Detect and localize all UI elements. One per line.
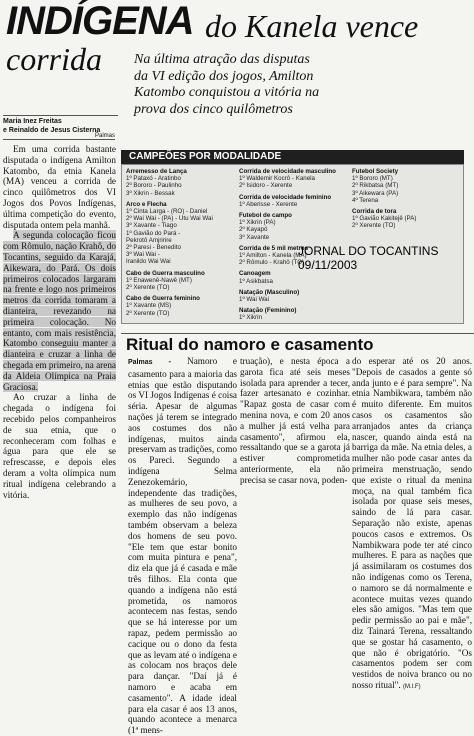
result-entry: 3º Wai Wai -: [126, 251, 160, 259]
result-entry: 1º Aberisse - Xerente: [239, 200, 298, 208]
result-entry: 1º Xikrin (PA): [239, 219, 276, 227]
stamp-date: 09/11/2003: [298, 258, 358, 272]
highlighted-text: A segunda colocação ficou com Rômulo, nação Krahô, do Tocantins, seguido da Karajá, Aikewara, do Pará. Os dois primeiros colocados largaram na frente e logo nos primeiros metros da corrida tomaram a dianteira, revezando na primeira colocação. No entanto, com mais resistência, Katombo conseguiu manter a dianteira e cruzar a linha de chegada em primeiro, na arena da Aldeia Olímpica na Praia Graciosa.: [3, 230, 116, 392]
result-entry: 2º Rikbatsa (MT): [352, 182, 399, 190]
result-entry: Iranildo Wai Wai: [126, 258, 171, 266]
result-category: Futebol Society: [352, 168, 399, 175]
result-entry: 3º Xavante - Tiago: [126, 222, 177, 230]
result-entry: 2º Paresi - Benedito: [126, 244, 181, 252]
deck-line: da VI edição dos jogos, Amilton: [134, 68, 314, 84]
result-category: Arremesso de Lança: [126, 168, 187, 175]
result-entry: 1º Amilton - Kanela (MA): [239, 252, 307, 260]
result-entry: 2º Xerente (TO): [126, 284, 170, 292]
article2-text: - Namoro e casamento para a maioria das etnias que estão disputando os VI Jogos Indígenas é coisa séria. Apesar de algumas nações já terem se integrado aos costumes dos não indígenas, muitos ainda preservam as tradições, como os Pareci. Segundo a indígena Selma Zenezokemário, independente das tradições, as mulheres de seu povo, a exemplo das não indígenas também observam a beleza dos homens de seu povo. "Ele tem que estar bonito com muita pintura e pena", diz ela que já é casada e mãe três filhos. Ela conta que quando a indígena não está prometida, os namoros acontecem nas festas, sendo que se há interesse por um rapaz, pedem permissão ao cacique ou o dono da festa que as levam até o indígena e as colocam nos braços dele para dançar. "Daí já é namoro e acaba em casamento". A idade ideal para ela casar é aos 13 anos, quando acontece a menarca (1ª mens-: [128, 356, 238, 736]
byline: [3, 115, 118, 135]
result-entry: Pekrotô Amjririre: [126, 236, 172, 244]
byline-author-2: e Reinaldo de Jesus Cisterna: [3, 127, 101, 134]
result-entry: 2º Rômulo - Krahô (TO): [239, 259, 305, 267]
result-entry: 1º Xikrin: [239, 314, 262, 322]
article2-lead: Palmas: [128, 359, 153, 366]
byline-author-1: Maria Inez Freitas: [3, 118, 62, 125]
results-box-title: CAMPEÕES POR MODALIDADE: [121, 150, 464, 164]
deck-line: Katombo conquistou a vitória na: [134, 85, 320, 100]
result-category: Cabo de Guerra feminino: [126, 295, 200, 303]
result-entry: 3º Aikewara (PA): [352, 189, 399, 197]
byline-place: Palmas: [3, 133, 115, 140]
article2-title: Ritual do namoro e casamento: [126, 335, 374, 354]
result-entry: 1º Asikbatsa: [239, 277, 273, 285]
results-column-1: [126, 168, 236, 317]
result-entry: 1º Wai Wai: [239, 296, 269, 304]
article-paragraph: Em uma corrida bastante disputada o indígena Amilton Katombo, da etnia Kanela (MA) venceu a corrida de cinco quilômetros dos VI Jogos dos Povos Indígenas, última competição do evento, disputada ontem pela manhã.: [3, 144, 116, 230]
result-category: Corrida de velocidade masculino: [239, 168, 336, 175]
result-category: Cabo de Guerra masculino: [126, 269, 205, 277]
result-category: Natação (Feminino): [239, 307, 297, 315]
article-body: [3, 144, 116, 500]
result-entry: 2º Bororo - Paulinho: [126, 182, 182, 190]
result-entry: 3º Xavante: [239, 233, 270, 241]
deck-line: Na última atração das disputas: [134, 52, 310, 67]
result-category: Natação (Masculino): [239, 288, 300, 296]
article2-text: truação), e nesta época a garota fica até seis meses isolada para aprender a tecer, fazer artesanato e cozinhar. "Rapaz gosta de casar com menina nova, e com 20 anos a mulher já está velha para casamento", afirmou ela, ressaltando que se a garota já estiver comprometida anteriormente, ela não precisa se casar nova, poden-: [240, 356, 350, 485]
result-entry: 1º Waldemir Kocrô - Kanela: [239, 175, 315, 183]
deck-line: prova dos cinco quilômetros: [134, 101, 293, 117]
headline-rest: do Kanela vence: [205, 8, 419, 44]
result-entry: 1º Xavante (MS): [126, 302, 172, 310]
result-entry: 4º Terena: [352, 196, 379, 204]
result-entry: 2º Kayapó: [239, 226, 268, 234]
article-paragraph: [3, 230, 116, 392]
result-category: Corrida de tora: [352, 208, 397, 216]
headline-end: corrida: [6, 41, 102, 77]
result-category: Canoagem: [239, 270, 271, 278]
result-entry: 1º Cinta Larga - (RO) - Daniel: [126, 208, 208, 216]
article2-column-2: [240, 356, 350, 486]
section-divider: [121, 333, 474, 334]
headline-main: INDÍGENA: [6, 0, 194, 43]
result-entry: 2º Wai Wai - (PA) - Utu Wai Wai: [126, 215, 213, 223]
result-category: Arco e Flecha: [126, 200, 167, 208]
article-paragraph: Ao cruzar a linha de chegada o indígena foi recebido pelos companheiros de sua etnia, que o reconheceram com folhas e água para que ele se refrescasse, e depois eles deram a volta olímpica num ritual indígena celebrando a vitória.: [3, 392, 116, 500]
results-column-3: [352, 168, 460, 230]
result-entry: 1º Pataxó - Aratinbo: [126, 175, 181, 183]
stamp-newspaper-name: JORNAL DO TOCANTINS: [298, 244, 439, 258]
article2-signature: (M.I.F): [402, 683, 421, 690]
result-entry: 1º Enawenê-Nawê (MT): [126, 276, 192, 284]
article2-column-3: [352, 356, 472, 693]
result-entry: 1º Gavião do Pará -: [126, 229, 181, 237]
deck: [134, 52, 414, 118]
result-category: Futebol de campo: [239, 212, 292, 220]
result-entry: 2º Isidoro - Xerente: [239, 182, 293, 190]
article2-column-1: [128, 356, 237, 736]
result-entry: 1º Bororo (MT): [352, 175, 393, 183]
result-entry: 2º Xerente (TO): [352, 222, 396, 230]
newspaper-stamp: [298, 244, 438, 272]
result-category: Corrida de velocidade feminino: [239, 193, 332, 201]
result-entry: 1º Gavião Kakitejê (PA): [352, 215, 417, 223]
result-category: Corrida de 5 mil metros: [239, 244, 309, 252]
result-entry: 2º Xerente (TO): [126, 309, 170, 317]
article2-text: do esperar até os 20 anos. "Depois de casados a gente só anda junto e é para sempre". Na etnia Nambikwara, também não é muito diferente. Em muitos casos os casamentos são arranjados antes da criança nascer, quando ainda está na barriga da mãe. Na etnia deles, a mulher não pode casar antes da primeira menstruação, sendo que existe o ritual da menina moça, na qual também fica isolada por quase seis meses, saindo de lá para casar. Separação não existe, apenas poucos casos e extremos. Os Nambikwara pode ter até cinco mulheres. E para as nações que já assimilaram os costumes dos não indígenas como os Terena, o namoro se dá normalmente e acontece muitas vezes quando eles são amigos. "Mas tem que pedir permissão ao pai e mãe", diz Tainará Terena, ressaltando que se gostar há casamento, o que não é obrigatório. "Os casamentos podem ser com vestidos de noiva branco ou no nosso ritual".: [352, 356, 472, 690]
result-entry: 3º Xikrin - Bessak: [126, 189, 175, 197]
